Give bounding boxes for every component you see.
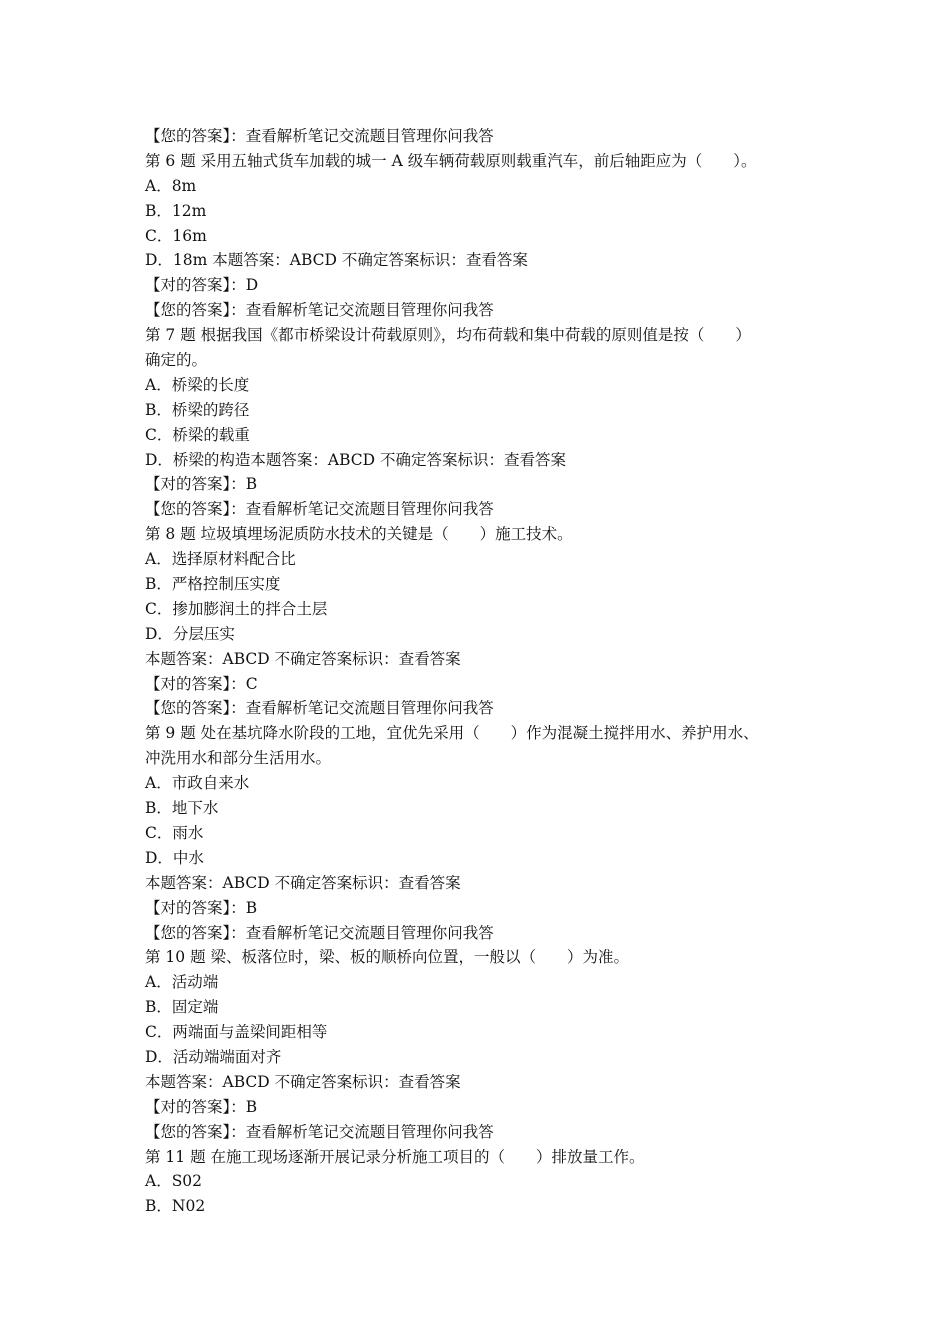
q7-option-c: C．桥梁的载重 <box>145 425 250 444</box>
q6-option-c: C．16m <box>145 226 207 245</box>
question-9: 第 9 题 处在基坑降水阶段的工地，宜优先采用（ ）作为混凝土搅拌用水、养护用水、 <box>145 724 759 743</box>
q6-correct-answer: 【对的答案】：D <box>145 276 259 295</box>
q8-answer-key: 本题答案：ABCD 不确定答案标识：查看答案 <box>145 649 461 668</box>
your-answer-line: 【您的答案】：查看解析笔记交流题目管理你问我答 <box>145 127 494 145</box>
q10-answer-key: 本题答案：ABCD 不确定答案标识：查看答案 <box>145 1072 461 1091</box>
q7-correct-answer: 【对的答案】：B <box>145 475 258 494</box>
q9-correct-answer: 【对的答案】：B <box>145 898 258 917</box>
question-11: 第 11 题 在施工现场逐渐开展记录分析施工项目的（ ）排放量工作。 <box>145 1147 645 1166</box>
q6-option-a: A．8m <box>145 176 197 195</box>
q6-option-b: B．12m <box>145 201 207 220</box>
q7-option-b: B．桥梁的跨径 <box>145 400 250 419</box>
q8-correct-answer: 【对的答案】：C <box>145 674 258 693</box>
q6-your-answer: 【您的答案】：查看解析笔记交流题目管理你问我答 <box>145 301 494 320</box>
q9-option-a: A．市政自来水 <box>145 774 250 793</box>
q8-option-a: A．选择原材料配合比 <box>145 550 296 569</box>
q9-option-c: C．雨水 <box>145 823 204 842</box>
q8-your-answer: 【您的答案】：查看解析笔记交流题目管理你问我答 <box>145 699 494 718</box>
q10-option-a: A．活动端 <box>145 973 219 992</box>
q9-option-b: B．地下水 <box>145 799 219 818</box>
q8-option-b: B．严格控制压实度 <box>145 575 281 594</box>
q9-answer-key: 本题答案：ABCD 不确定答案标识：查看答案 <box>145 873 461 892</box>
q9-your-answer: 【您的答案】：查看解析笔记交流题目管理你问我答 <box>145 923 494 942</box>
question-6: 第 6 题 采用五轴式货车加载的城一 A 级车辆荷载原则载重汽车，前后轴距应为（ ）。 <box>145 151 757 170</box>
q11-option-b: B．N02 <box>145 1197 206 1216</box>
q7-your-answer: 【您的答案】：查看解析笔记交流题目管理你问我答 <box>145 500 494 519</box>
question-7-continued: 确定的。 <box>145 351 208 370</box>
q10-your-answer: 【您的答案】：查看解析笔记交流题目管理你问我答 <box>145 1122 494 1141</box>
q10-option-c: C．两端面与盖梁间距相等 <box>145 1023 328 1042</box>
q10-correct-answer: 【对的答案】：B <box>145 1097 258 1116</box>
q10-option-b: B．固定端 <box>145 998 219 1017</box>
question-9-continued: 冲洗用水和部分生活用水。 <box>145 749 332 768</box>
q10-option-d: D．活动端端面对齐 <box>145 1047 282 1066</box>
q8-option-d: D．分层压实 <box>145 624 235 643</box>
question-7: 第 7 题 根据我国《都市桥梁设计荷载原则》，均布荷载和集中荷载的原则值是按（ ） <box>145 326 751 345</box>
q6-option-d-with-answer-key: D．18m 本题答案：ABCD 不确定答案标识：查看答案 <box>145 251 528 270</box>
q11-option-a: A．S02 <box>145 1172 203 1191</box>
q9-option-d: D．中水 <box>145 848 204 867</box>
q7-option-a: A．桥梁的长度 <box>145 375 250 394</box>
q7-option-d-with-answer-key: D．桥梁的构造本题答案：ABCD 不确定答案标识：查看答案 <box>145 450 567 469</box>
q8-option-c: C．掺加膨润土的拌合土层 <box>145 599 328 618</box>
document-page <box>145 124 825 1219</box>
question-8: 第 8 题 垃圾填埋场泥质防水技术的关键是（ ）施工技术。 <box>145 525 573 544</box>
question-10: 第 10 题 梁、板落位时，梁、板的顺桥向位置，一般以（ ）为准。 <box>145 948 630 967</box>
